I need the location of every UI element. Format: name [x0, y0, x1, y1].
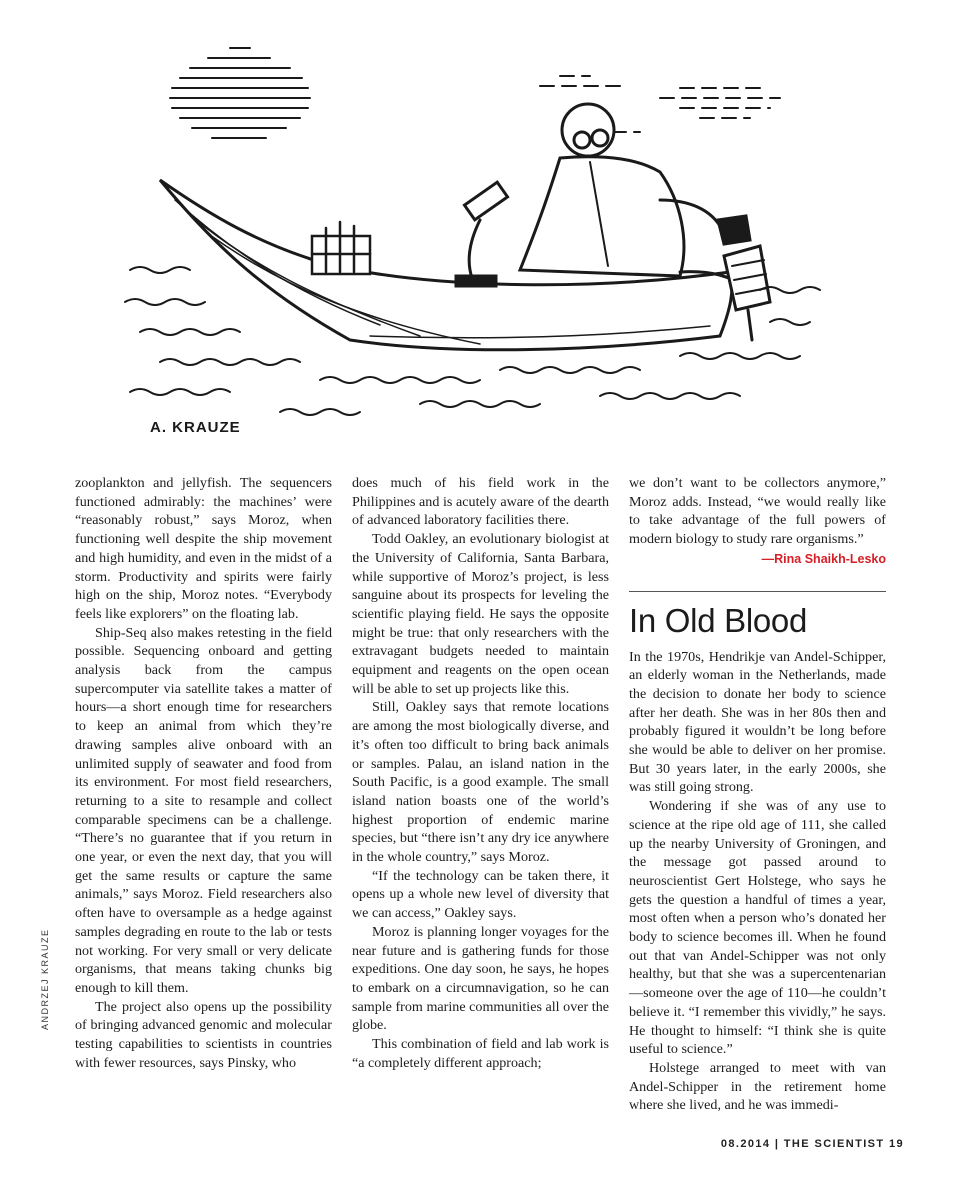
section-title: In Old Blood — [629, 601, 808, 639]
paragraph: Wondering if she was of any use to science at the ripe old age of 111, she called up the nearby University of Groningen, and the message got passed around to neuroscientist Gert Holstege, who says he gets the question a handful of times a year, most often when a person who’s donated her body to science becomes ill. When he found out that van Andel-Schipper was not only healthy, but that she was a supercentenarian—someone over the age of 110—he couldn’t believe it. “I remember this vividly,” he says. He thought to himself: “I think she is quite useful to science.” — [629, 798, 886, 1058]
page-folio: 08.2014 | THE SCIENTIST 19 — [720, 1138, 904, 1150]
microscope — [456, 182, 508, 286]
paragraph: Todd Oakley, an evolutionary biologist at the University of California, Santa Barbara, while supportive of Moroz’s project, is less sanguine about its prospects for leveling the scientific playing field. He says the opposite might be true: that only researchers with the extravagant budgets needed to maintain equipment and reagents on the open ocean will be able to set up projects like this. — [352, 531, 609, 697]
paragraph: In the 1970s, Hendrikje van Andel-Schipper, an elderly woman in the Netherlands, made the decision to donate her body to science after her death. She was in her 80s then and probably figured it wouldn’t be long before she would be able to deliver on her promise. But 30 years later, in the early 2000s, she was still going strong. — [629, 648, 886, 796]
paragraph: we don’t want to be collectors anymore,” Moroz adds. Instead, “we would really like to take advantage of the full powers of modern biology to study rare organisms.” — [629, 475, 886, 548]
section-divider — [629, 591, 886, 592]
illustration-signature: A. KRAUZE — [150, 419, 241, 436]
column-3 — [629, 474, 886, 1115]
illustration-credit: ANDRZEJ KRAUZE — [40, 928, 50, 1030]
paragraph: This combination of field and lab work is “a completely different approach; — [352, 1036, 609, 1071]
paragraph: The project also opens up the possibility of bringing advanced genomic and molecular testing capabilities to scientists in countries with fewer resources, says Pinsky, who — [75, 998, 332, 1071]
paragraph: Moroz is planning longer voyages for the near future and is gathering funds for those expeditions. One day soon, he says, he hopes to embark on a circumnavigation, so he can sample from marine communities all over the globe. — [352, 923, 609, 1034]
column-1 — [75, 474, 332, 1073]
paragraph: does much of his field work in the Philippines and is acutely aware of the dearth of advanced laboratory facilities there. — [352, 475, 609, 529]
paragraph: Holstege arranged to meet with van Andel-Schipper in the retirement home where she lived, and he was immedi- — [629, 1059, 886, 1114]
paragraph: Ship-Seq also makes retesting in the field possible. Sequencing onboard and getting analysis back from the campus supercomputer via satellite takes a matter of hours—a short enough time for researchers to keep an animal from which they’re drawing samples alive onboard with an unlimited supply of seawater and food from its environment. For most field researchers, returning to a site to resample and collect comparable specimens can be a challenge. “There’s no guarantee that if you return in one year, or even the next day, that you will get the same results or capture the same animals,” says Moroz. Field researchers also often have to oversample as a hedge against samples degrading en route to the lab or tests not working. For very small or very delicate organisms, that means taking chunks big enough to kill them. — [75, 624, 332, 996]
paragraph: “If the technology can be taken there, it opens up a whole new level of diversity that we can access,” Oakley says. — [352, 867, 609, 922]
boat-scientist-illustration — [120, 40, 840, 450]
paragraph: zooplankton and jellyfish. The sequencers functioned admirably: the machines’ were “reasonably robust,” says Moroz, when functioning well despite the ship movement and high humidity, and even in the midst of a storm. Productivity and spirits were fairly high on the ship, Moroz notes. “Everybody feels like explorers” on the floating lab. — [75, 475, 332, 622]
column-2 — [352, 474, 609, 1073]
cloud-left — [170, 48, 310, 138]
test-tube-rack — [312, 222, 370, 274]
byline: —Rina Shaikh-Lesko — [761, 551, 886, 566]
outboard-motor — [724, 246, 770, 340]
paragraph: Still, Oakley says that remote locations are among the most biologically diverse, and it’s often too difficult to bring back animals or samples. Palau, an island nation in the South Pacific, is a good example. The small island nation boasts one of the world’s highest proportion of endemic marine species, but “there isn’t any dry ice anywhere in the whole country,” says Moroz. — [352, 699, 609, 866]
